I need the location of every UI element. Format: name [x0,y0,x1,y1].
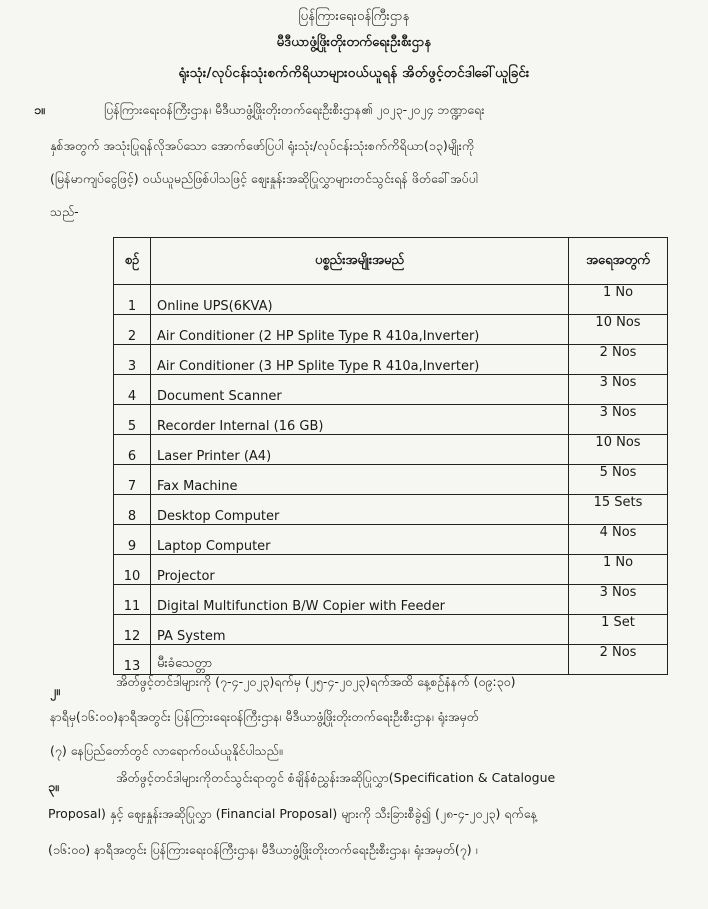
notice-title: ရုံးသုံး/လုပ်ငန်းသုံးစက်ကိရိယာများဝယ်ယူရန် အိတ်ဖွင့်တင်ဒါခေါ်ယူခြင်း [178,65,530,81]
para3-line-1: အိတ်ဖွင့်တင်ဒါများကိုတင်သွင်းရာတွင် စံချိန်စံညွှန်းအဆိုပြုလွှာ(Specification & Catalogue [116,770,556,785]
item-name: Air Conditioner (3 HP Splite Type R 410a,Inverter) [151,345,569,375]
header-item-name: ပစ္စည်းအမျိုးအမည် [151,238,569,285]
row-number: 9 [114,525,151,555]
item-name: Recorder Internal (16 GB) [151,405,569,435]
para2-line-2: နာရီမှ(၁၆:၀၀)နာရီအတွင်း ပြန်ကြားရေးဝန်ကြီးဌာန၊ မီဒီယာဖွံ့ဖြိုးတိုးတက်ရေးဦးစီးဌာန၊ ရုံးအမှတ် [50,709,479,724]
item-name: Fax Machine [151,465,569,495]
table-row [114,585,668,615]
header-quantity: အရေအတွက် [569,238,668,285]
row-number: 10 [114,555,151,585]
row-number: 5 [114,405,151,435]
item-name: Digital Multifunction B/W Copier with Feeder [151,585,569,615]
item-quantity: 2 Nos [569,645,668,675]
row-number: 13 [114,645,151,675]
para3-line-3: (၁၆:၀၀) နာရီအတွင်း ပြန်ကြားရေးဝန်ကြီးဌာန၊ မီဒီယာဖွံ့ဖြိုးတိုးတက်ရေးဦးစီးဌာန၊ ရုံးအမှတ်(၇) ၊ [48,842,478,857]
table-row [114,315,668,345]
row-number: 6 [114,435,151,465]
item-quantity: 2 Nos [569,345,668,375]
row-number: 3 [114,345,151,375]
item-name: Air Conditioner (2 HP Splite Type R 410a,Inverter) [151,315,569,345]
item-quantity: 1 No [569,555,668,585]
row-number: 2 [114,315,151,345]
table-row [114,285,668,315]
item-quantity: 1 Set [569,615,668,645]
items-table [113,237,668,675]
item-quantity: 4 Nos [569,525,668,555]
item-name: Online UPS(6KVA) [151,285,569,315]
item-name: Document Scanner [151,375,569,405]
table-row [114,495,668,525]
row-number: 4 [114,375,151,405]
item-quantity: 10 Nos [569,435,668,465]
para1-line-2: နှစ်အတွက် အသုံးပြုရန်လိုအပ်သော အောက်ဖော်ပြပါ ရုံးသုံး/လုပ်ငန်းသုံးစက်ကိရိယာ(၁၃)မျိုးကို [50,138,475,153]
row-number: 11 [114,585,151,615]
item-quantity: 10 Nos [569,315,668,345]
item-quantity: 5 Nos [569,465,668,495]
item-name: Desktop Computer [151,495,569,525]
item-name: Projector [151,555,569,585]
para1-line-3: (မြန်မာကျပ်ငွေဖြင့်) ဝယ်ယူမည်ဖြစ်ပါသဖြင့် ဈေးနှုန်းအဆိုပြုလွှာများတင်သွင်းရန် ဖိတ်ခေါ်အပ်ပါ [50,171,478,186]
para3-line-2: Proposal) နှင့် ဈေးနှုန်းအဆိုပြုလွှာ (Financial Proposal) များကို သီးခြားစီခွဲ၍ (၂၈-၄-၂၀၂၃) ရက်နေ့ [48,806,538,821]
table-row [114,615,668,645]
para1-line-4: သည်- [50,204,79,219]
para2-line-3: (၇) နေပြည်တော်တွင် လာရောက်ဝယ်ယူနိုင်ပါသည်။ [50,743,283,758]
para2-line-1: အိတ်ဖွင့်တင်ဒါများကို (၇-၄-၂၀၂၃)ရက်မှ (၂၅-၄-၂၀၂၃)ရက်အထိ နေ့စဉ်နံနက် (၀၉:၃၀) [116,674,516,689]
row-number: 8 [114,495,151,525]
item-quantity: 3 Nos [569,585,668,615]
item-name: PA System [151,615,569,645]
row-number: 12 [114,615,151,645]
item-quantity: 3 Nos [569,375,668,405]
para2-number: ၂။ [50,683,60,698]
table-row [114,345,668,375]
table-row [114,435,668,465]
para1-line-1: ပြန်ကြားရေးဝန်ကြီးဌာန၊ မီဒီယာဖွံ့ဖြိုးတိုးတက်ရေးဦးစီးဌာန၏ ၂၀၂၃-၂၀၂၄ ဘဏ္ဍာရေး [104,102,485,117]
row-number: 7 [114,465,151,495]
table-row [114,525,668,555]
para1-number: ၁။ [34,102,45,117]
table-row [114,465,668,495]
department-name: မီဒီယာဖွံ့ဖြိုးတိုးတက်ရေးဦးစီးဌာန [276,35,432,50]
item-quantity: 3 Nos [569,405,668,435]
item-name: Laser Printer (A4) [151,435,569,465]
item-name: Laptop Computer [151,525,569,555]
item-quantity: 15 Sets [569,495,668,525]
header-serial: စဉ် [114,238,151,285]
item-name: မီးခံသေတ္တာ [151,645,569,675]
row-number: 1 [114,285,151,315]
item-quantity: 1 No [569,285,668,315]
table-row [114,405,668,435]
table-row [114,555,668,585]
ministry-name: ပြန်ကြားရေးဝန်ကြီးဌာန [298,9,410,24]
para3-number: ၃။ [48,779,59,794]
table-row [114,375,668,405]
table-header-row [114,238,668,285]
